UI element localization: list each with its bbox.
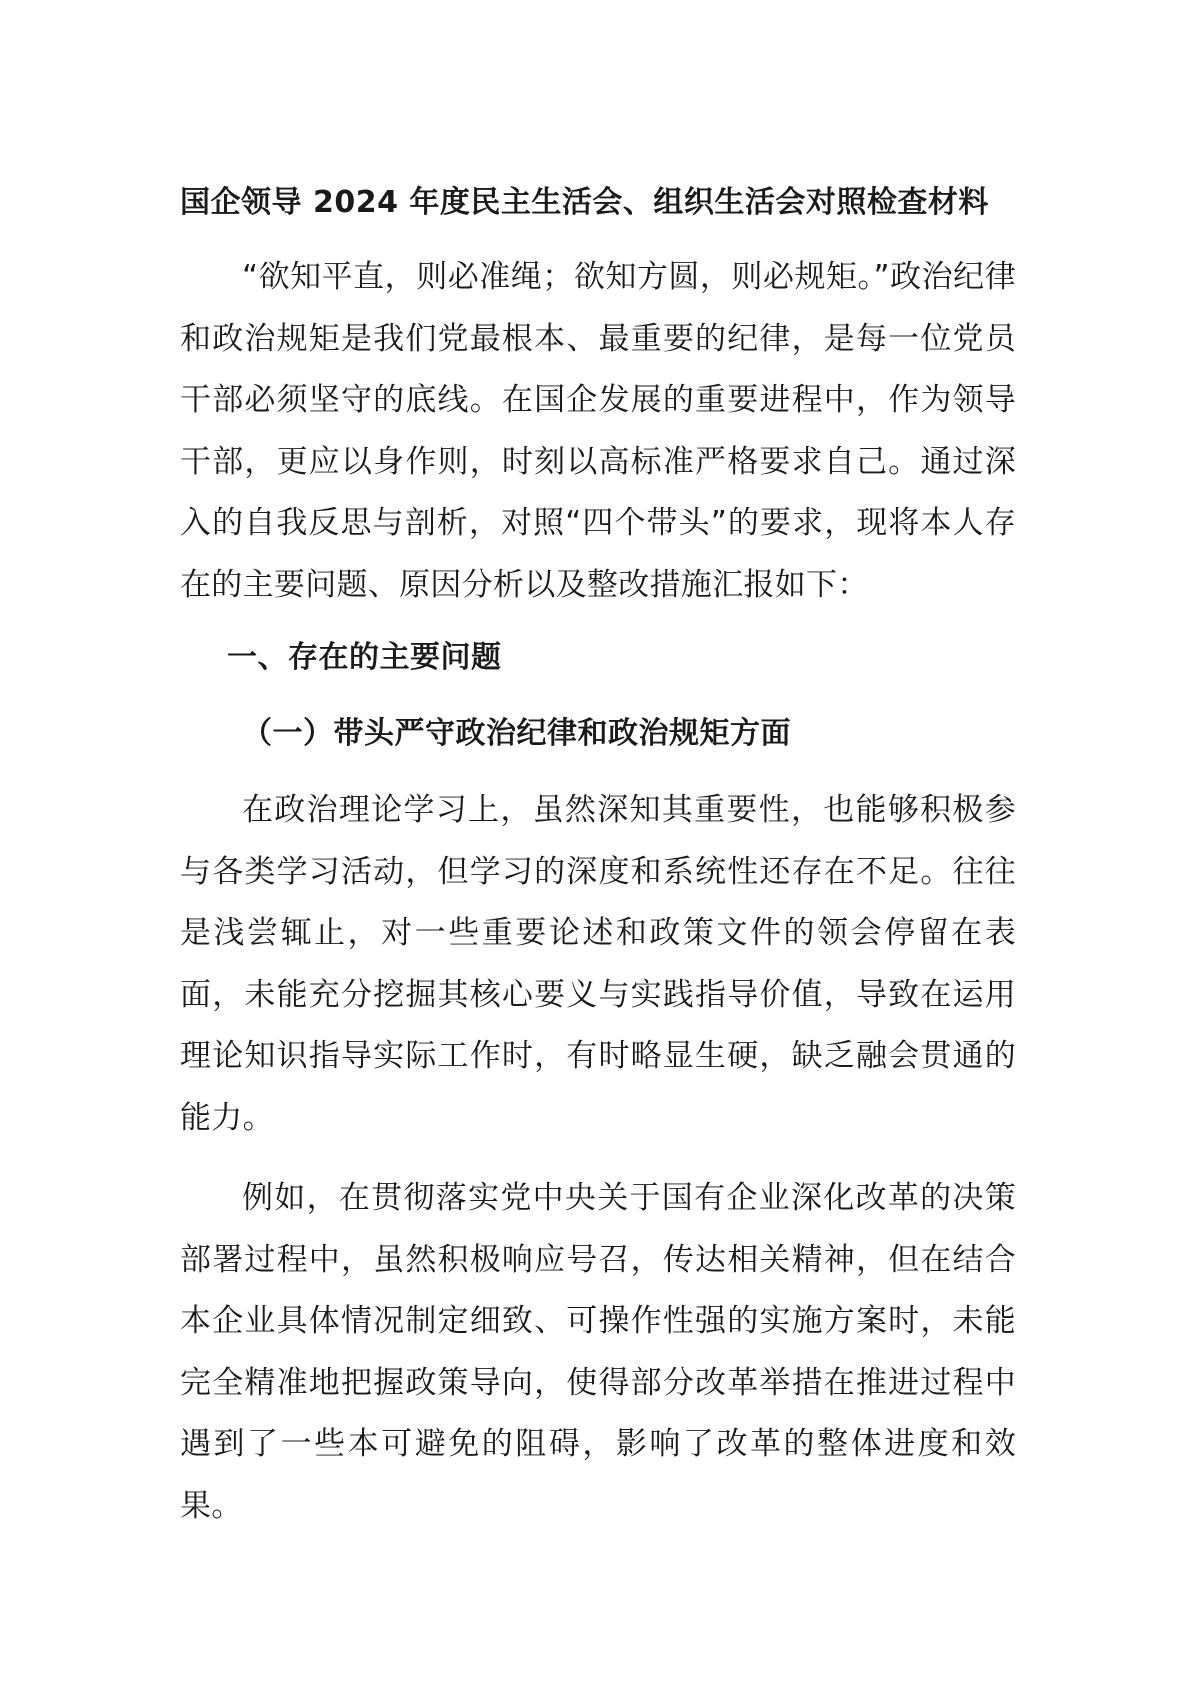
body-paragraph-reform-example: 例如，在贯彻落实党中央关于国有企业深化改革的决策部署过程中，虽然积极响应号召，传达相关精神，但在结合本企业具体情况制定细致、可操作性强的实施方案时，未能完全精准地把握政策导向，使得部分改革举措在推进过程中遇到了一些本可避免的阻碍，影响了改革的整体进度和效果。 <box>180 1180 1016 1524</box>
document-title: 国企领导 2024 年度民主生活会、组织生活会对照检查材料 <box>180 185 989 220</box>
body-paragraph-theory-study: 在政治理论学习上，虽然深知其重要性，也能够积极参与各类学习活动，但学习的深度和系统性还存在不足。往往是浅尝辄止，对一些重要论述和政策文件的领会停留在表面，未能充分挖掘其核心要义与实践指导价值，导致在运用理论知识指导实际工作时，有时略显生硬，缺乏融会贯通的能力。 <box>180 792 1016 1136</box>
subsection-heading-discipline: （一）带头严守政治纪律和政治规矩方面 <box>242 716 791 751</box>
document-body <box>180 183 1016 1556</box>
section-heading-problems: 一、存在的主要问题 <box>227 640 502 675</box>
intro-paragraph: “欲知平直，则必准绳；欲知方圆，则必规矩。”政治纪律和政治规矩是我们党最根本、最重要的纪律，是每一位党员干部必须坚守的底线。在国企发展的重要进程中，作为领导干部，更应以身作则，时刻以高标准严格要求自己。通过深入的自我反思与剖析，对照“四个带头”的要求，现将本人存在的主要问题、原因分析以及整改措施汇报如下： <box>180 259 1016 603</box>
